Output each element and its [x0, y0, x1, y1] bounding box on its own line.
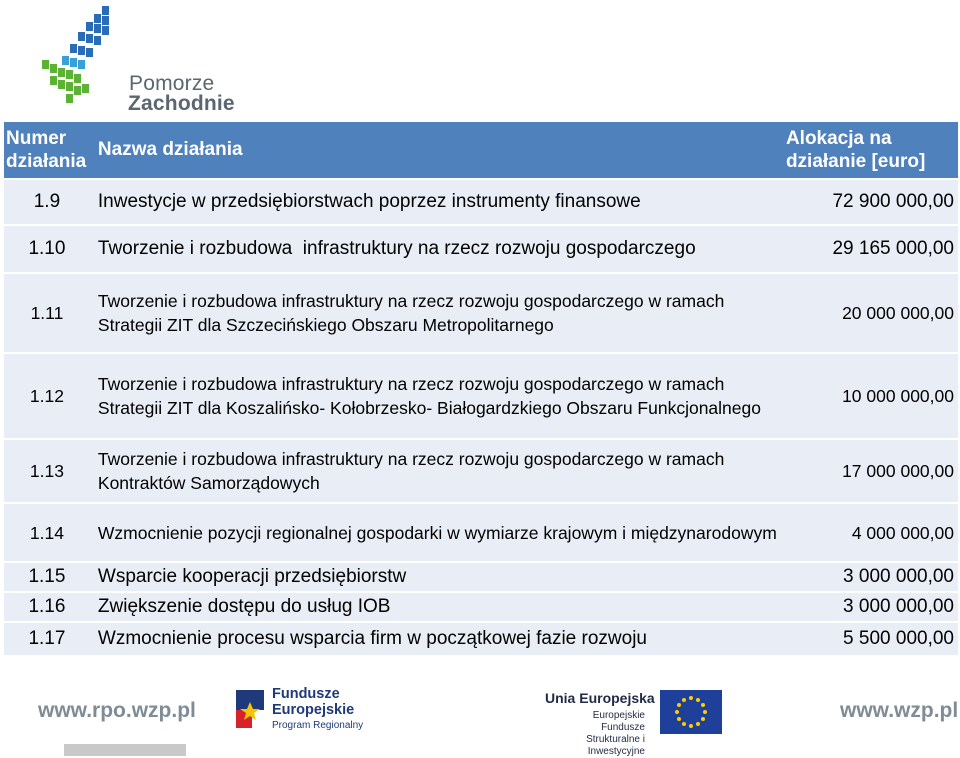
- table-row: [4, 591, 958, 621]
- row-number: 1.16: [4, 591, 90, 621]
- header-number: Numer działania: [4, 122, 90, 178]
- row-allocation: 5 500 000,00: [784, 621, 958, 655]
- row-name: Tworzenie i rozbudowa infrastruktury na rzecz rozwoju gospodarczego: [90, 224, 784, 272]
- row-allocation: 17 000 000,00: [784, 438, 958, 502]
- rpo-website-link[interactable]: www.rpo.wzp.pl: [38, 699, 196, 722]
- table-row: [4, 438, 958, 502]
- table-header: [4, 122, 958, 178]
- table-row: [4, 352, 958, 438]
- header-allocation: Alokacja na działanie [euro]: [784, 122, 958, 178]
- logo-text-zachodnie: Zachodnie: [128, 92, 235, 115]
- wzp-website-link[interactable]: www.wzp.pl: [840, 699, 959, 722]
- row-name: Tworzenie i rozbudowa infrastruktury na rzecz rozwoju gospodarczego w ramach Kontraktów Samorządowych: [90, 438, 784, 502]
- row-allocation: 20 000 000,00: [784, 272, 958, 352]
- row-allocation: 29 165 000,00: [784, 224, 958, 272]
- row-number: 1.13: [4, 438, 90, 502]
- row-allocation: 72 900 000,00: [784, 178, 958, 224]
- table-row: [4, 621, 958, 655]
- pomorze-zachodnie-logo: [38, 4, 235, 115]
- logo-text-pomorze: Pomorze: [129, 72, 215, 95]
- fe-subtitle: Program Regionalny: [272, 720, 364, 731]
- allocation-table: [4, 122, 958, 655]
- row-allocation: 10 000 000,00: [784, 352, 958, 438]
- row-name: Wsparcie kooperacji przedsiębiorstw: [90, 561, 784, 591]
- row-number: 1.11: [4, 272, 90, 352]
- table-row: [4, 502, 958, 561]
- footer: [0, 676, 960, 756]
- table-row: [4, 561, 958, 591]
- row-allocation: 3 000 000,00: [784, 561, 958, 591]
- row-allocation: 3 000 000,00: [784, 591, 958, 621]
- eu-title: Unia Europejska: [545, 690, 655, 706]
- row-name: Wzmocnienie procesu wsparcia firm w początkowej fazie rozwoju: [90, 621, 784, 655]
- eu-subtitle: Europejskie Fundusze Strukturalne i Inwestycyjne: [586, 710, 645, 757]
- header-name: Nazwa działania: [90, 122, 784, 178]
- row-number: 1.10: [4, 224, 90, 272]
- table-row: [4, 178, 958, 224]
- row-name: Zwiększenie dostępu do usług IOB: [90, 591, 784, 621]
- eu-flag-icon: [660, 690, 722, 734]
- row-name: Wzmocnienie pozycji regionalnej gospodarki w wymiarze krajowym i międzynarodowym: [90, 502, 784, 561]
- row-number: 1.17: [4, 621, 90, 655]
- fe-star-icon: [232, 688, 268, 732]
- fe-title: Fundusze Europejskie: [272, 686, 355, 718]
- table-row: [4, 272, 958, 352]
- table-row: [4, 224, 958, 272]
- eu-logo: [545, 690, 735, 757]
- row-number: 1.15: [4, 561, 90, 591]
- row-allocation: 4 000 000,00: [784, 502, 958, 561]
- row-name: Inwestycje w przedsiębiorstwach poprzez instrumenty finansowe: [90, 178, 784, 224]
- row-number: 1.14: [4, 502, 90, 561]
- row-name: Tworzenie i rozbudowa infrastruktury na rzecz rozwoju gospodarczego w ramach Strategii ZIT dla Szczecińskiego Obszaru Metropolitarnego: [90, 272, 784, 352]
- region-logo-icon: [38, 4, 118, 109]
- row-number: 1.12: [4, 352, 90, 438]
- fundusze-europejskie-logo: [232, 684, 382, 744]
- row-number: 1.9: [4, 178, 90, 224]
- footer-grey-bar: [64, 744, 186, 756]
- row-name: Tworzenie i rozbudowa infrastruktury na rzecz rozwoju gospodarczego w ramach Strategii ZIT dla Koszalińsko- Kołobrzesko- Białogardzkiego Obszaru Funkcjonalnego: [90, 352, 784, 438]
